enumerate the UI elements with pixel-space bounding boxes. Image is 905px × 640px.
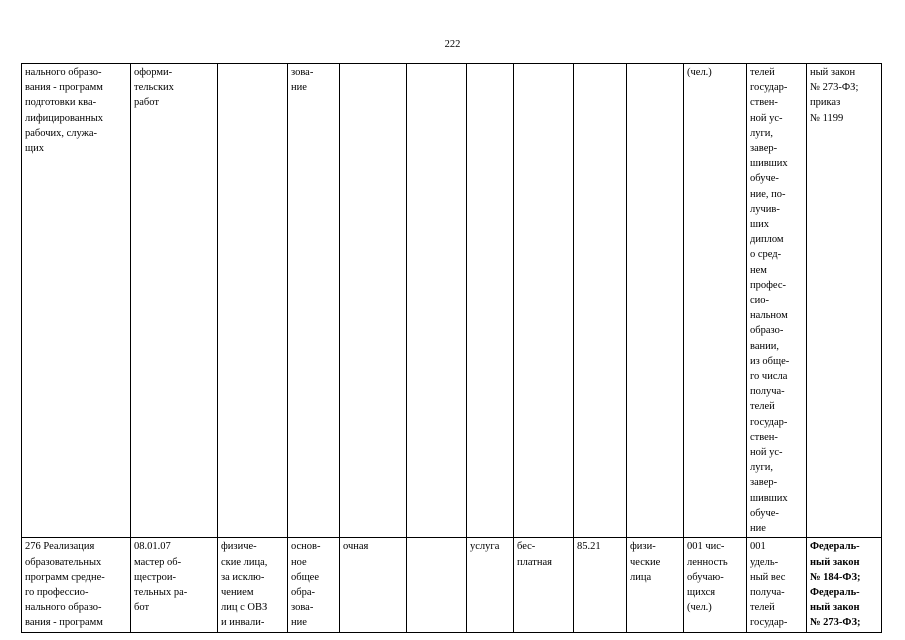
- payment-cell: бес- платная: [514, 538, 574, 632]
- quality-indicator-cell: 001 удель- ный вес получа- телей государ-: [747, 538, 807, 632]
- table-row: [22, 538, 882, 632]
- volume-indicator-cell: 001 чис- ленность обучаю- щихся (чел.): [684, 538, 747, 632]
- okved-cell: [574, 64, 627, 538]
- consumers-cell: [627, 64, 684, 538]
- volume-indicator-cell: (чел.): [684, 64, 747, 538]
- service-name-cell: 276 Реализация образовательных программ средне- го профессио- нального образо- вания - программ: [22, 538, 131, 632]
- specialty-cell: оформи- тельских работ: [131, 64, 218, 538]
- form-cell: очная: [340, 538, 407, 632]
- consumer-category-cell: физиче- ские лица, за исклю- чением лиц с ОВЗ и инвали-: [218, 538, 288, 632]
- specialty-cell: 08.01.07 мастер об- щестрои- тельных ра- бот: [131, 538, 218, 632]
- legal-basis-cell: Федераль- ный закон № 184-ФЗ; Федераль- ный закон № 273-ФЗ;: [807, 538, 882, 632]
- consumer-category-cell: [218, 64, 288, 538]
- education-level-cell: основ- ное общее обра- зова- ние: [288, 538, 340, 632]
- empty-cell: [407, 64, 467, 538]
- type-cell: [467, 64, 514, 538]
- payment-cell: [514, 64, 574, 538]
- services-table: [21, 63, 882, 633]
- service-name-cell: нального образо- вания - программ подготовки ква- лифицированных рабочих, служа- щих: [22, 64, 131, 538]
- form-cell: [340, 64, 407, 538]
- type-cell: услуга: [467, 538, 514, 632]
- education-level-cell: зова- ние: [288, 64, 340, 538]
- okved-cell: 85.21: [574, 538, 627, 632]
- quality-indicator-cell: телей государ- ствен- ной ус- луги, завер- шивших обуче- ние, по- лучив- ших диплом о сред- нем профес- сио- нальном образо- вании, из обще- го числа получа- телей государ- ствен- ной ус- луги, завер- шивших обуче- ние: [747, 64, 807, 538]
- page-number: 222: [444, 39, 461, 50]
- legal-basis-cell: ный закон № 273-ФЗ; приказ № 1199: [807, 64, 882, 538]
- consumers-cell: физи- ческие лица: [627, 538, 684, 632]
- empty-cell: [407, 538, 467, 632]
- table-row: [22, 64, 882, 538]
